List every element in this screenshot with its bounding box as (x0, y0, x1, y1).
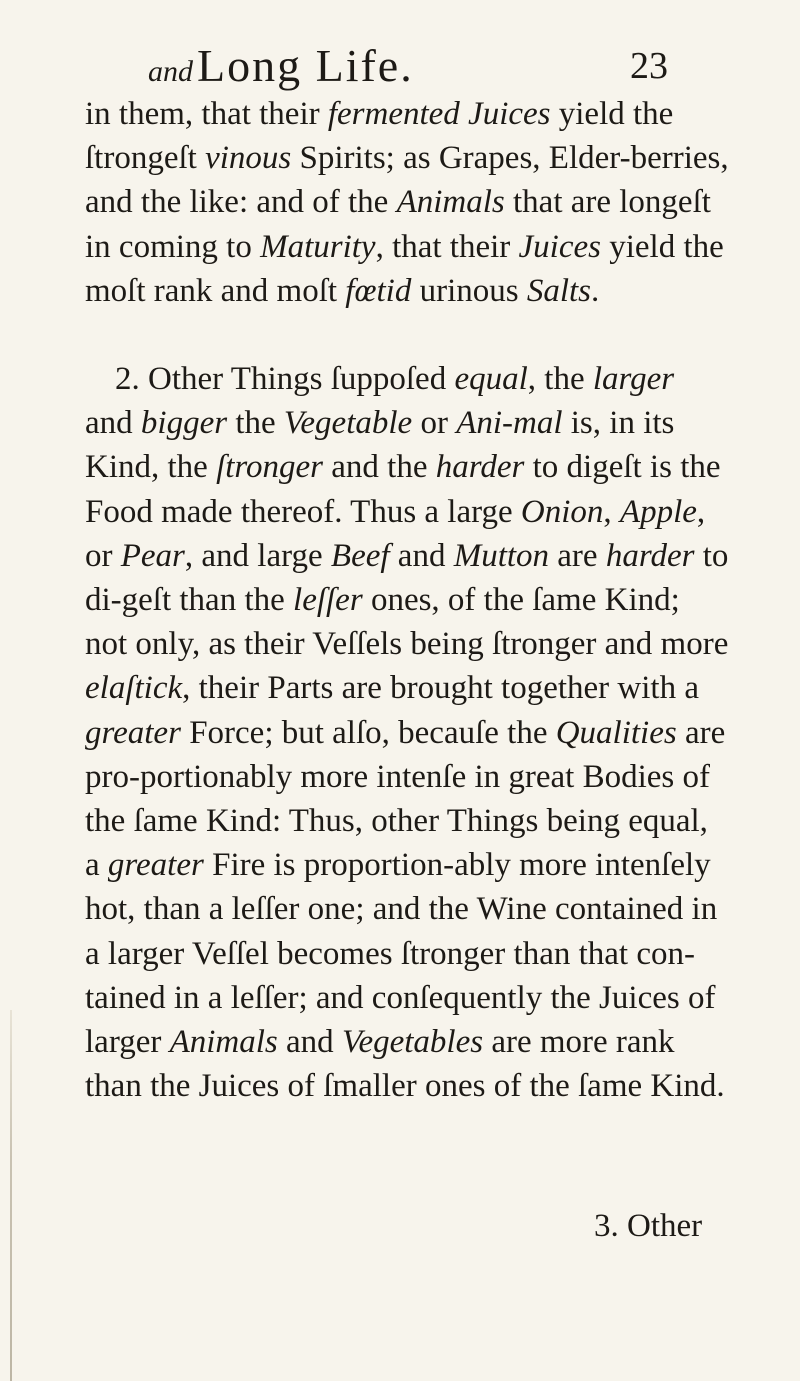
catchword: 3. Other (594, 1208, 703, 1244)
body-text (85, 92, 730, 1108)
paragraph-1: in them, that their fermented Juices yield the ſtrongeſt vinous Spirits; as Grapes, Elder-berries, and the like: and of the Animals that are longeſt in coming to Maturity, that their Juices yield the moſt rank and moſt fœtid urinous Salts. (85, 96, 729, 309)
running-head-and: and (148, 55, 193, 88)
running-head (148, 40, 414, 98)
page-header (148, 40, 668, 92)
page-number: 23 (630, 45, 668, 87)
gutter-shadow (10, 1010, 12, 1381)
paragraph-gap (85, 313, 730, 357)
paragraph-2: 2. Other Things ſuppoſed equal, the larger and bigger the Vegetable or Ani-mal is, in its Kind, the ſtronger and the harder to digeſt is the Food made thereof. Thus a large Onion, Apple, or Pear, and large Beef and Mutton are harder to di-geſt than the leſſer ones, of the ſame Kind; not only, as their Veſſels being ſtronger and more elaſtick, their Parts are brought together with a greater Force; but alſo, becauſe the Qualities are pro-portionably more intenſe in great Bodies of the ſame Kind: Thus, other Things being equal, a greater Fire is proportion-ably more intenſely hot, than a leſſer one; and the Wine contained in a larger Veſſel becomes ſtronger than that con-tained in a leſſer; and conſequently the Juices of larger Animals and Vegetables are more rank than the Juices of ſmaller ones of the ſame Kind. (85, 361, 729, 1105)
running-head-title: Long Life. (197, 40, 414, 91)
